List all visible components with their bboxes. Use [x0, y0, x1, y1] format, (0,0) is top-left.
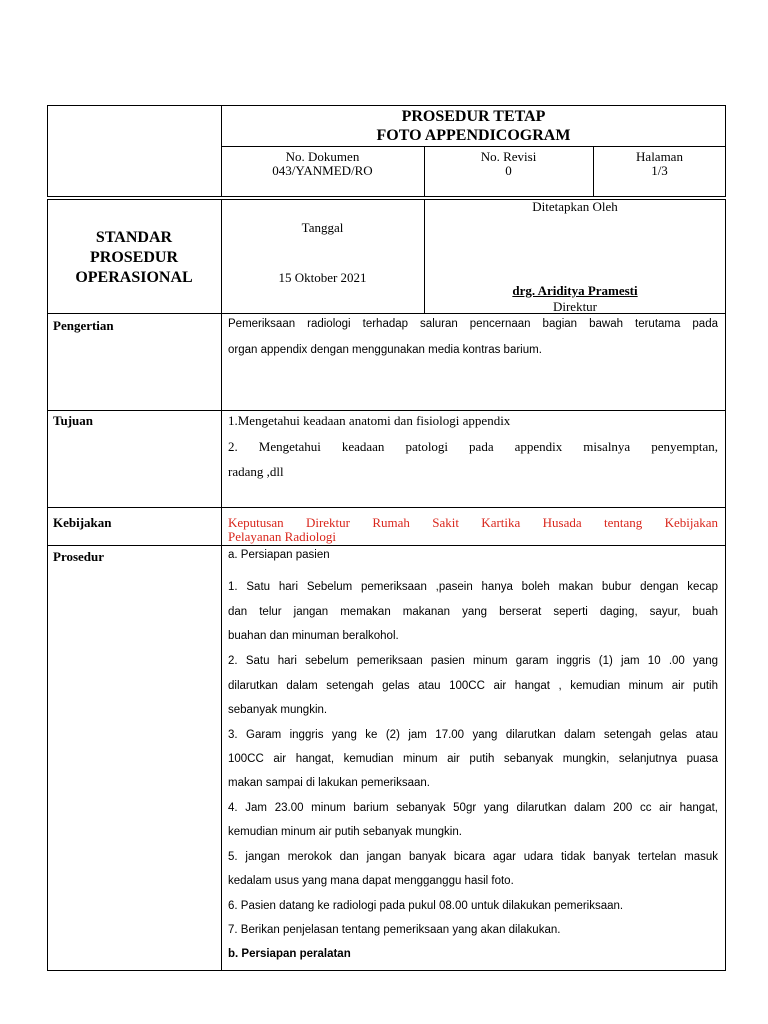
row-divider [47, 410, 726, 411]
header-row-divider [221, 146, 726, 147]
prosedur-line: 1. Satu hari Sebelum pemeriksaan ,pasein hanya boleh makan bubur dengan kecap [228, 581, 718, 593]
prosedur-line: 4. Jam 23.00 minum barium sebanyak 50gr yang dilarutkan dalam 200 cc air hangat, [228, 802, 718, 814]
revision-label: No. Revisi [480, 149, 537, 164]
prosedur-line: dilarutkan dalam setengah gelas atau 100CC air hangat , kemudian minum air putih [228, 680, 718, 692]
doc-number-label: No. Dokumen [285, 149, 360, 164]
row-divider [47, 507, 726, 508]
main-col-divider [221, 199, 222, 971]
kebijakan-label: Kebijakan [53, 515, 112, 530]
document-subtitle: FOTO APPENDICOGRAM [376, 127, 571, 144]
prosedur-line: makan sampai di lakukan pemeriksaan. [228, 777, 430, 789]
prosedur-line: kemudian minum air putih sebanyak mungkin. [228, 826, 462, 838]
prosedur-line: 3. Garam inggris yang ke (2) jam 17.00 yang dilarutkan dalam setengah gelas atau [228, 729, 718, 741]
pengertian-line1: Pemeriksaan radiologi terhadap saluran pencernaan bagian bawah terutama pada [228, 318, 718, 330]
date-value: 15 Oktober 2021 [278, 270, 367, 285]
tujuan-label: Tujuan [53, 413, 93, 428]
prosedur-line: dan telur jangan memakan makanan yang berserat seperti daging, sayur, buah [228, 606, 718, 618]
sop-title-line2: PROSEDUR [89, 249, 178, 266]
pengertian-label: Pengertian [53, 318, 114, 333]
revision-value: 0 [505, 163, 512, 178]
prosedur-line: 2. Satu hari sebelum pemeriksaan pasien minum garam inggris (1) jam 10 .00 yang [228, 655, 718, 667]
prosedur-line: kedalam usus yang mana dapat mengganggu hasil foto. [228, 875, 514, 887]
prosedur-line: 100CC air hangat, kemudian minum air putih sebanyak mungkin, selanjutnya puasa [228, 753, 718, 765]
tujuan-line2: 2. Mengetahui keadaan patologi pada appendix misalnya penyemptan, [228, 439, 718, 454]
prosedur-heading-b: b. Persiapan peralatan [228, 948, 351, 960]
sop-title-line1: STANDAR [95, 229, 173, 246]
set-by-label: Ditetapkan Oleh [532, 199, 618, 214]
signer-name: drg. Ariditya Pramesti [512, 283, 638, 298]
prosedur-label: Prosedur [53, 549, 105, 564]
prosedur-line: buahan dan minuman beralkohol. [228, 630, 399, 642]
prosedur-line: 5. jangan merokok dan jangan banyak bicara agar udara tidak banyak tertelan masuk [228, 851, 718, 863]
prosedur-line: sebanyak mungkin. [228, 704, 328, 716]
kebijakan-line1: Keputusan Direktur Rumah Sakit Kartika Husada tentang Kebijakan [228, 515, 718, 530]
prosedur-heading-a: a. Persiapan pasien [228, 549, 330, 561]
page-label: Halaman [636, 149, 683, 164]
kebijakan-line2: Pelayanan Radiologi [228, 529, 336, 544]
prosedur-line: 7. Berikan penjelasan tentang pemeriksaan yang akan dilakukan. [228, 924, 561, 936]
document-title: PROSEDUR TETAP [401, 108, 546, 125]
sop-title-line3: OPERASIONAL [75, 269, 193, 286]
prosedur-line: 6. Pasien datang ke radiologi pada pukul 08.00 untuk dilakukan pemeriksaan. [228, 900, 624, 912]
tujuan-line1: 1.Mengetahui keadaan anatomi dan fisiologi appendix [228, 413, 511, 428]
signer-title: Direktur [552, 299, 598, 314]
tujuan-line3: radang ,dll [228, 464, 284, 479]
row-divider [47, 545, 726, 546]
pengertian-line2: organ appendix dengan menggunakan media kontras barium. [228, 344, 542, 356]
page-value: 1/3 [651, 163, 668, 178]
date-label: Tanggal [301, 220, 344, 235]
doc-number-value: 043/YANMED/RO [272, 163, 373, 178]
